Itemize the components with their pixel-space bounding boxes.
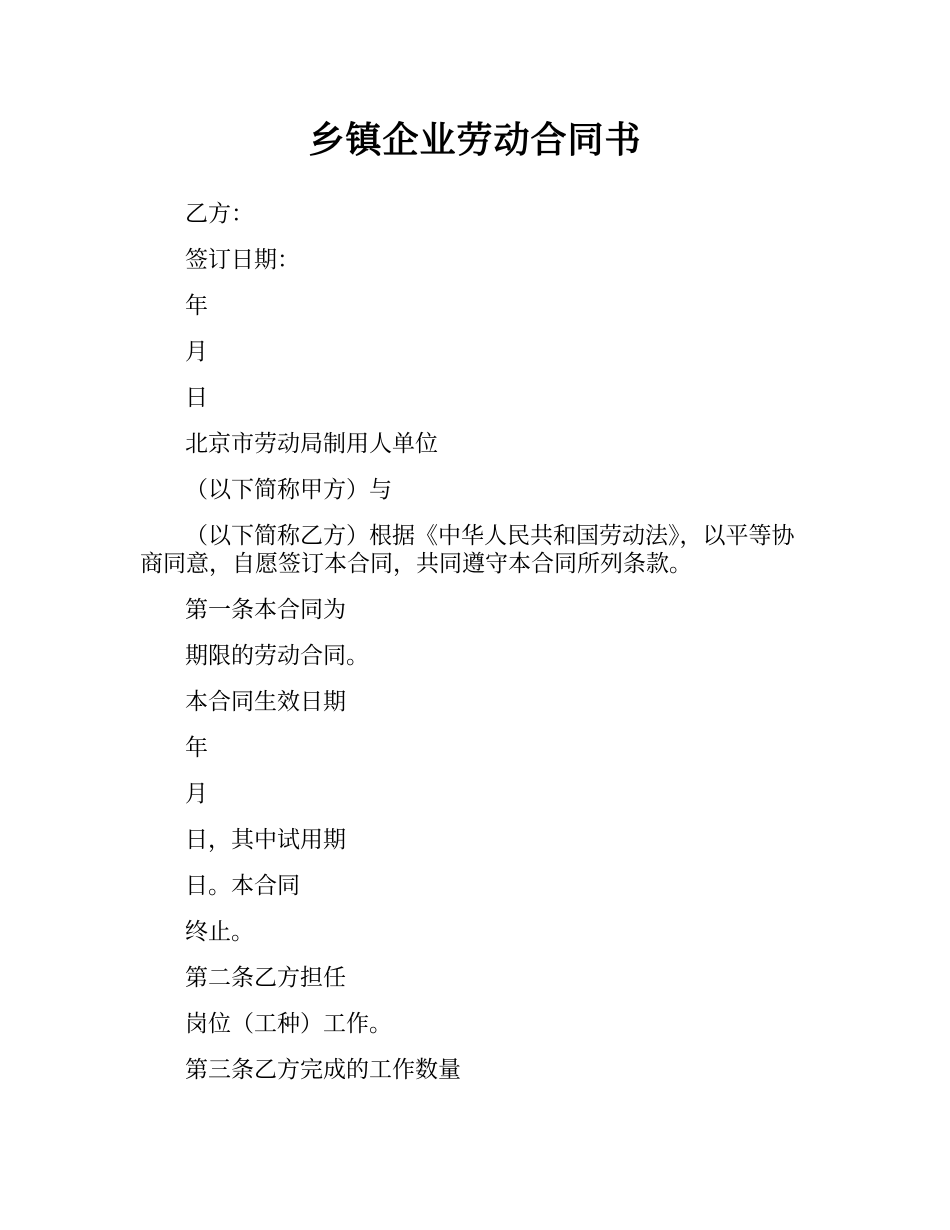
paragraph: （以下简称甲方）与 <box>185 477 392 503</box>
paragraph: 第二条乙方担任 <box>185 965 346 991</box>
paragraph: 本合同生效日期 <box>185 689 346 715</box>
paragraph: 月 <box>185 339 208 365</box>
paragraph: （以下简称乙方）根据《中华人民共和国劳动法》，以平等协商同意，自愿签订本合同，共同遵守本合同所列条款。 <box>140 523 795 577</box>
paragraph: 月 <box>185 781 208 807</box>
document-title: 乡镇企业劳动合同书 <box>308 120 642 161</box>
paragraph: 日 <box>185 385 208 411</box>
paragraph: 日，其中试用期 <box>185 827 346 853</box>
paragraph: 第三条乙方完成的工作数量 <box>185 1057 461 1083</box>
paragraph: 年 <box>185 735 208 761</box>
paragraph: 北京市劳动局制用人单位 <box>185 431 438 457</box>
paragraph: 年 <box>185 293 208 319</box>
paragraph: 日。本合同 <box>185 873 300 899</box>
paragraph: 岗位（工种）工作。 <box>185 1011 392 1037</box>
paragraph: 第一条本合同为 <box>185 597 346 623</box>
document-body <box>140 200 810 1102</box>
paragraph: 期限的劳动合同。 <box>185 643 369 669</box>
paragraph: 终止。 <box>185 919 254 945</box>
paragraph: 签订日期： <box>185 247 300 273</box>
paragraph: 乙方： <box>185 201 254 227</box>
